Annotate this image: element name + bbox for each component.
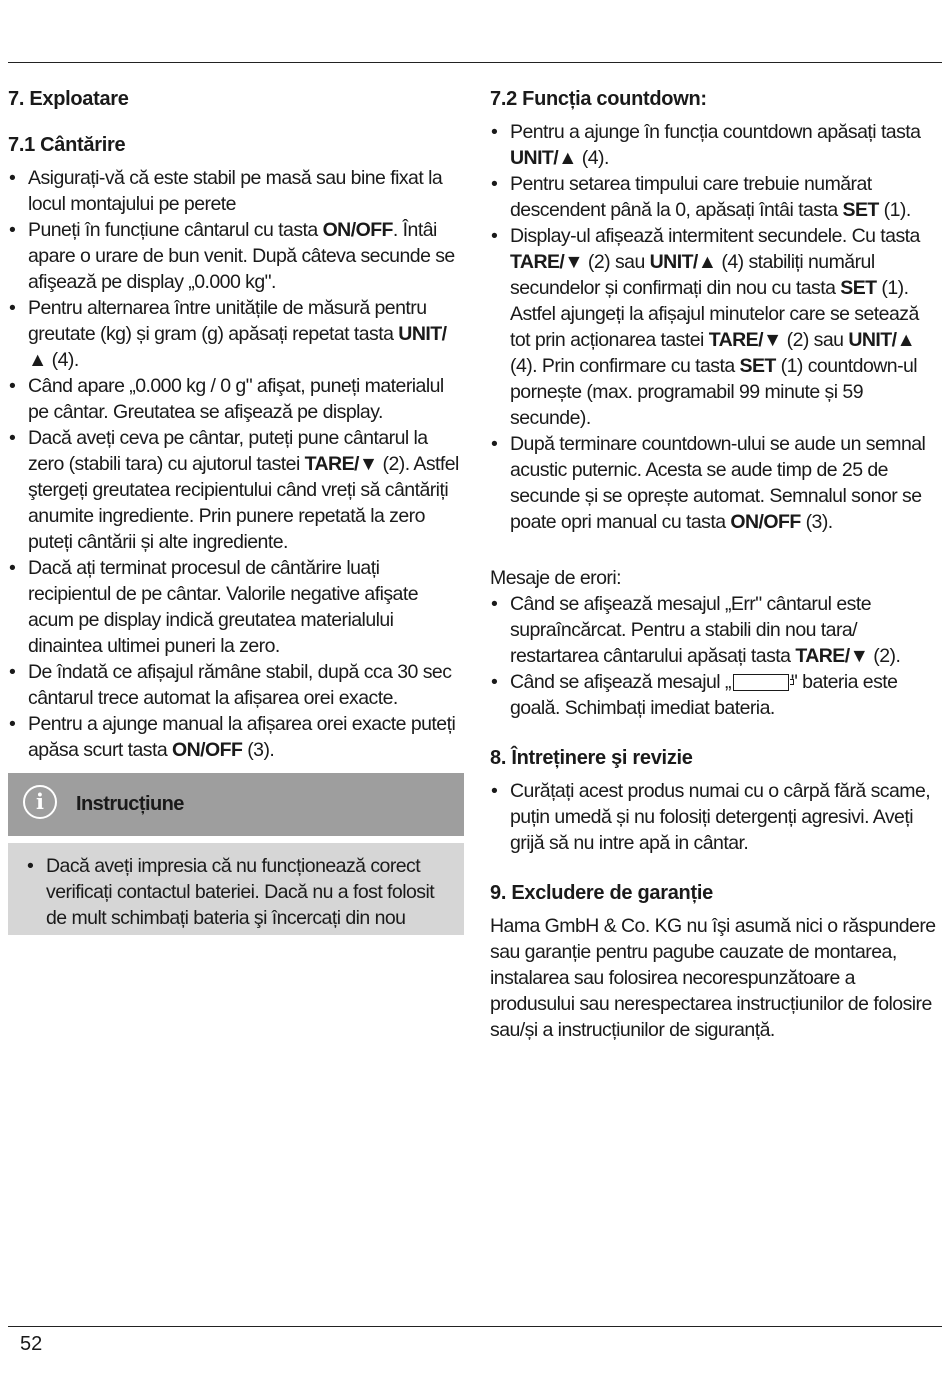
section-9-title: 9. Excludere de garanție bbox=[490, 882, 713, 904]
list-item: • Pentru alternarea între unitățile de măsură pentru greutate (kg) și gram (g) apăsați repetat tasta UNIT/▲ (4). bbox=[8, 295, 464, 373]
section-7-2-title: 7.2 Funcția countdown: bbox=[490, 88, 707, 110]
warranty-text: Hama GmbH & Co. KG nu îşi asumă nici o răspundere sau garanție pentru pagube cauzate de montarea, instalarea sau folosirea necorespunzătoare a produsului sau nerespectarea instrucțiunilor de folosire sau/și a instrucțiunilor de siguranță. bbox=[490, 915, 936, 1041]
list-item: • Curățați acest produs numai cu o cârpă fără scame, puțin umedă și nu folosiți detergenți agresivi. Aveți grijă să nu intre apă in cântar. bbox=[490, 778, 942, 856]
list-item: • De îndată ce afișajul rămâne stabil, după cca 30 sec cântarul trece automat la afișarea orei exacte. bbox=[8, 659, 464, 711]
section-7-title: 7. Exploatare bbox=[8, 88, 129, 110]
list-item: • După terminare countdown-ului se aude un semnal acustic puternic. Acesta se aude timp de 25 de secunde și se oprește automat. Semnalul sonor se poate opri manual cu tasta ON/OFF (3). bbox=[490, 431, 942, 535]
list-item: • Puneți în funcțiune cântarul cu tasta ON/OFF. Întâi apare o urare de bun venit. După câteva secunde se afişează pe display „0.000 kg". bbox=[8, 217, 464, 295]
list-item: • Pentru setarea timpului care trebuie numărat descendent până la 0, apăsați întâi tasta SET (1). bbox=[490, 171, 942, 223]
top-rule bbox=[8, 62, 942, 63]
battery-empty-icon bbox=[733, 674, 789, 691]
note-item: • Dacă aveți impresia că nu funcționează corect verificați contactul bateriei. Dacă nu a fost folosit de mult schimbați bateria şi încercați din nou bbox=[26, 853, 454, 931]
list-item: • Când se afişează mesajul „ " bateria este goală. Schimbați imediat bateria. bbox=[490, 669, 942, 721]
countdown-list bbox=[490, 119, 942, 535]
weighing-list bbox=[8, 165, 464, 763]
note-header bbox=[8, 773, 464, 836]
section-8-title: 8. Întreținere şi revizie bbox=[490, 747, 693, 769]
note-body bbox=[8, 843, 464, 935]
errors-label: Mesaje de erori: bbox=[490, 567, 622, 589]
page-number: 52 bbox=[20, 1333, 43, 1355]
left-column bbox=[8, 84, 464, 935]
info-icon: i bbox=[23, 785, 57, 819]
list-item: • Pentru a ajunge manual la afișarea orei exacte puteți apăsa scurt tasta ON/OFF (3). bbox=[8, 711, 464, 763]
maintenance-list bbox=[490, 778, 942, 856]
errors-list bbox=[490, 591, 942, 721]
section-7-1-title: 7.1 Cântărire bbox=[8, 134, 126, 156]
list-item: • Dacă aveți ceva pe cântar, puteți pune cântarul la zero (stabili tara) cu ajutorul tastei TARE/▼ (2). Astfel ştergeți greutatea recipientului când vreți să cântăriți anumite ingrediente. Prin punere repetată la zero puteți cântării și alte ingrediente. bbox=[8, 425, 464, 555]
bottom-rule bbox=[8, 1326, 942, 1327]
list-item: • Asigurați-vă că este stabil pe masă sau bine fixat la locul montajului pe perete bbox=[8, 165, 464, 217]
list-item: • Când se afişează mesajul „Err" cântarul este supraîncărcat. Pentru a stabili din nou tara/ restartarea cântarului apăsați tasta TARE/▼ (2). bbox=[490, 591, 942, 669]
list-item: • Pentru a ajunge în funcția countdown apăsați tasta UNIT/▲ (4). bbox=[490, 119, 942, 171]
list-item: • Display-ul afișează intermitent secundele. Cu tasta TARE/▼ (2) sau UNIT/▲ (4) stabiliți numărul secundelor și confirmați din nou cu tasta SET (1). Astfel ajungeți la afișajul minutelor care se setează tot prin acționarea tastei TARE/▼ (2) sau UNIT/▲ (4). Prin confirmare cu tasta SET (1) countdown-ul pornește (max. programabil 99 minute și 59 secunde). bbox=[490, 223, 942, 431]
list-item: • Când apare „0.000 kg / 0 g" afişat, puneți materialul pe cântar. Greutatea se afişează pe display. bbox=[8, 373, 464, 425]
list-item: • Dacă ați terminat procesul de cântărire luați recipientul de pe cântar. Valorile negative afişate acum pe display indică greutatea materialului dinaintea ultimei puneri la zero. bbox=[8, 555, 464, 659]
right-column bbox=[490, 84, 942, 1043]
note-title: Instrucțiune bbox=[76, 793, 184, 815]
